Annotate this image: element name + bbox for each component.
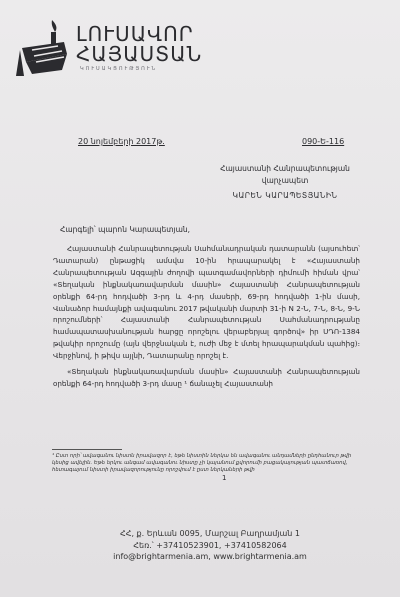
party-name-line2: ՀԱՅԱՍՏԱՆ <box>76 42 203 66</box>
letter-body <box>53 243 360 390</box>
footnote: ¹ Ըստ որի՝ ավագանու նիստն իրավազոր է, եթե նիստին ներկա են ավագանու անդամների ընդհանուր թվի կեսից ավելին. Եթե երկու անգամ ավագանու նիստը չի կայանում քվորումի բացակայության պատճառով, հետագայում նիստի իրավազորությունը որոշվում է ըստ ներկաների թվի <box>52 453 352 473</box>
recipient-line1: Հայաստանի Հանրապետության <box>220 164 350 173</box>
reference-number: 090-Ե-116 <box>302 137 345 146</box>
date-text: 20 նոյեմբերի 2017թ. <box>78 137 165 146</box>
contact-address: ՀՀ, ք. Երևան 0095, Մարշալ Բաղրամյան 1 <box>120 529 300 538</box>
party-subtitle: ԿՈՒՍԱԿՑՈՒԹՅՈՒՆ <box>80 66 158 72</box>
contact-phones: Հեռ.՝ +37410523901, +37410582064 <box>133 540 287 550</box>
fist-candle-icon <box>12 18 74 78</box>
body-paragraph: «Տեղական ինքնակառավարման մասին» Հայաստանի Հանրապետության օրենքի 64-րդ հոդվածի 3-րդ մասը ¹ ճանաչել Հայաստանի <box>53 367 360 388</box>
party-logo <box>12 18 212 78</box>
footnote-divider <box>52 449 122 450</box>
contact-footer <box>100 528 320 563</box>
contact-web: info@brightarmenia.am, www.brightarmenia.am <box>113 552 307 561</box>
party-name-line1: ԼՈՒՍԱՎՈՐ <box>76 22 194 46</box>
recipient-line2: վարչապետ <box>261 176 309 185</box>
party-name <box>76 24 202 64</box>
letter-date <box>78 137 165 146</box>
salutation: Հարգելի՝ պարոն Կարապետյան, <box>60 225 191 234</box>
page-number: 1 <box>222 474 227 482</box>
body-paragraph: Հայաստանի Հանրապետության Սահմանադրական դատարանն (այսուհետ՝ Դատարան) ընթացիկ ամսվա 10-ին հրապարակել է «Հայաստանի Հանրապետության Ազգային ժողովի պատգամավորների դիմումի հիման վրա՝ «Տեղական ինքնակառավարման մասին» Հայաստանի Հանրապետության օրենքի 64-րդ հոդվածի 3-րդ և 4-րդ մասերի, 69-րդ հոդվածի 1-ին մասի, Վանաձոր համայնքի ավագանու 2017 թվականի մարտի 31-ի N 2-Ն, 7-Ն, 8-Ն, 9-Ն որոշումների՝ Հայաստանի Հանրապետության Սահմանադրությանը համապատասխանության հարցը որոշելու վերաբերյալ գործով» իր ՍԴՈ-1384 թվակիր որոշումը (այն վերջնական է, ուժի մեջ է մտել հրապարակման պահից)։ Վերջինով, ի թիվս այլնի, Դատարանը որոշել է. <box>53 244 360 361</box>
recipient-name: ԿԱՐԵՆ ԿԱՐԱՊԵՏՅԱՆԻՆ <box>232 191 338 200</box>
recipient-block <box>220 163 350 202</box>
